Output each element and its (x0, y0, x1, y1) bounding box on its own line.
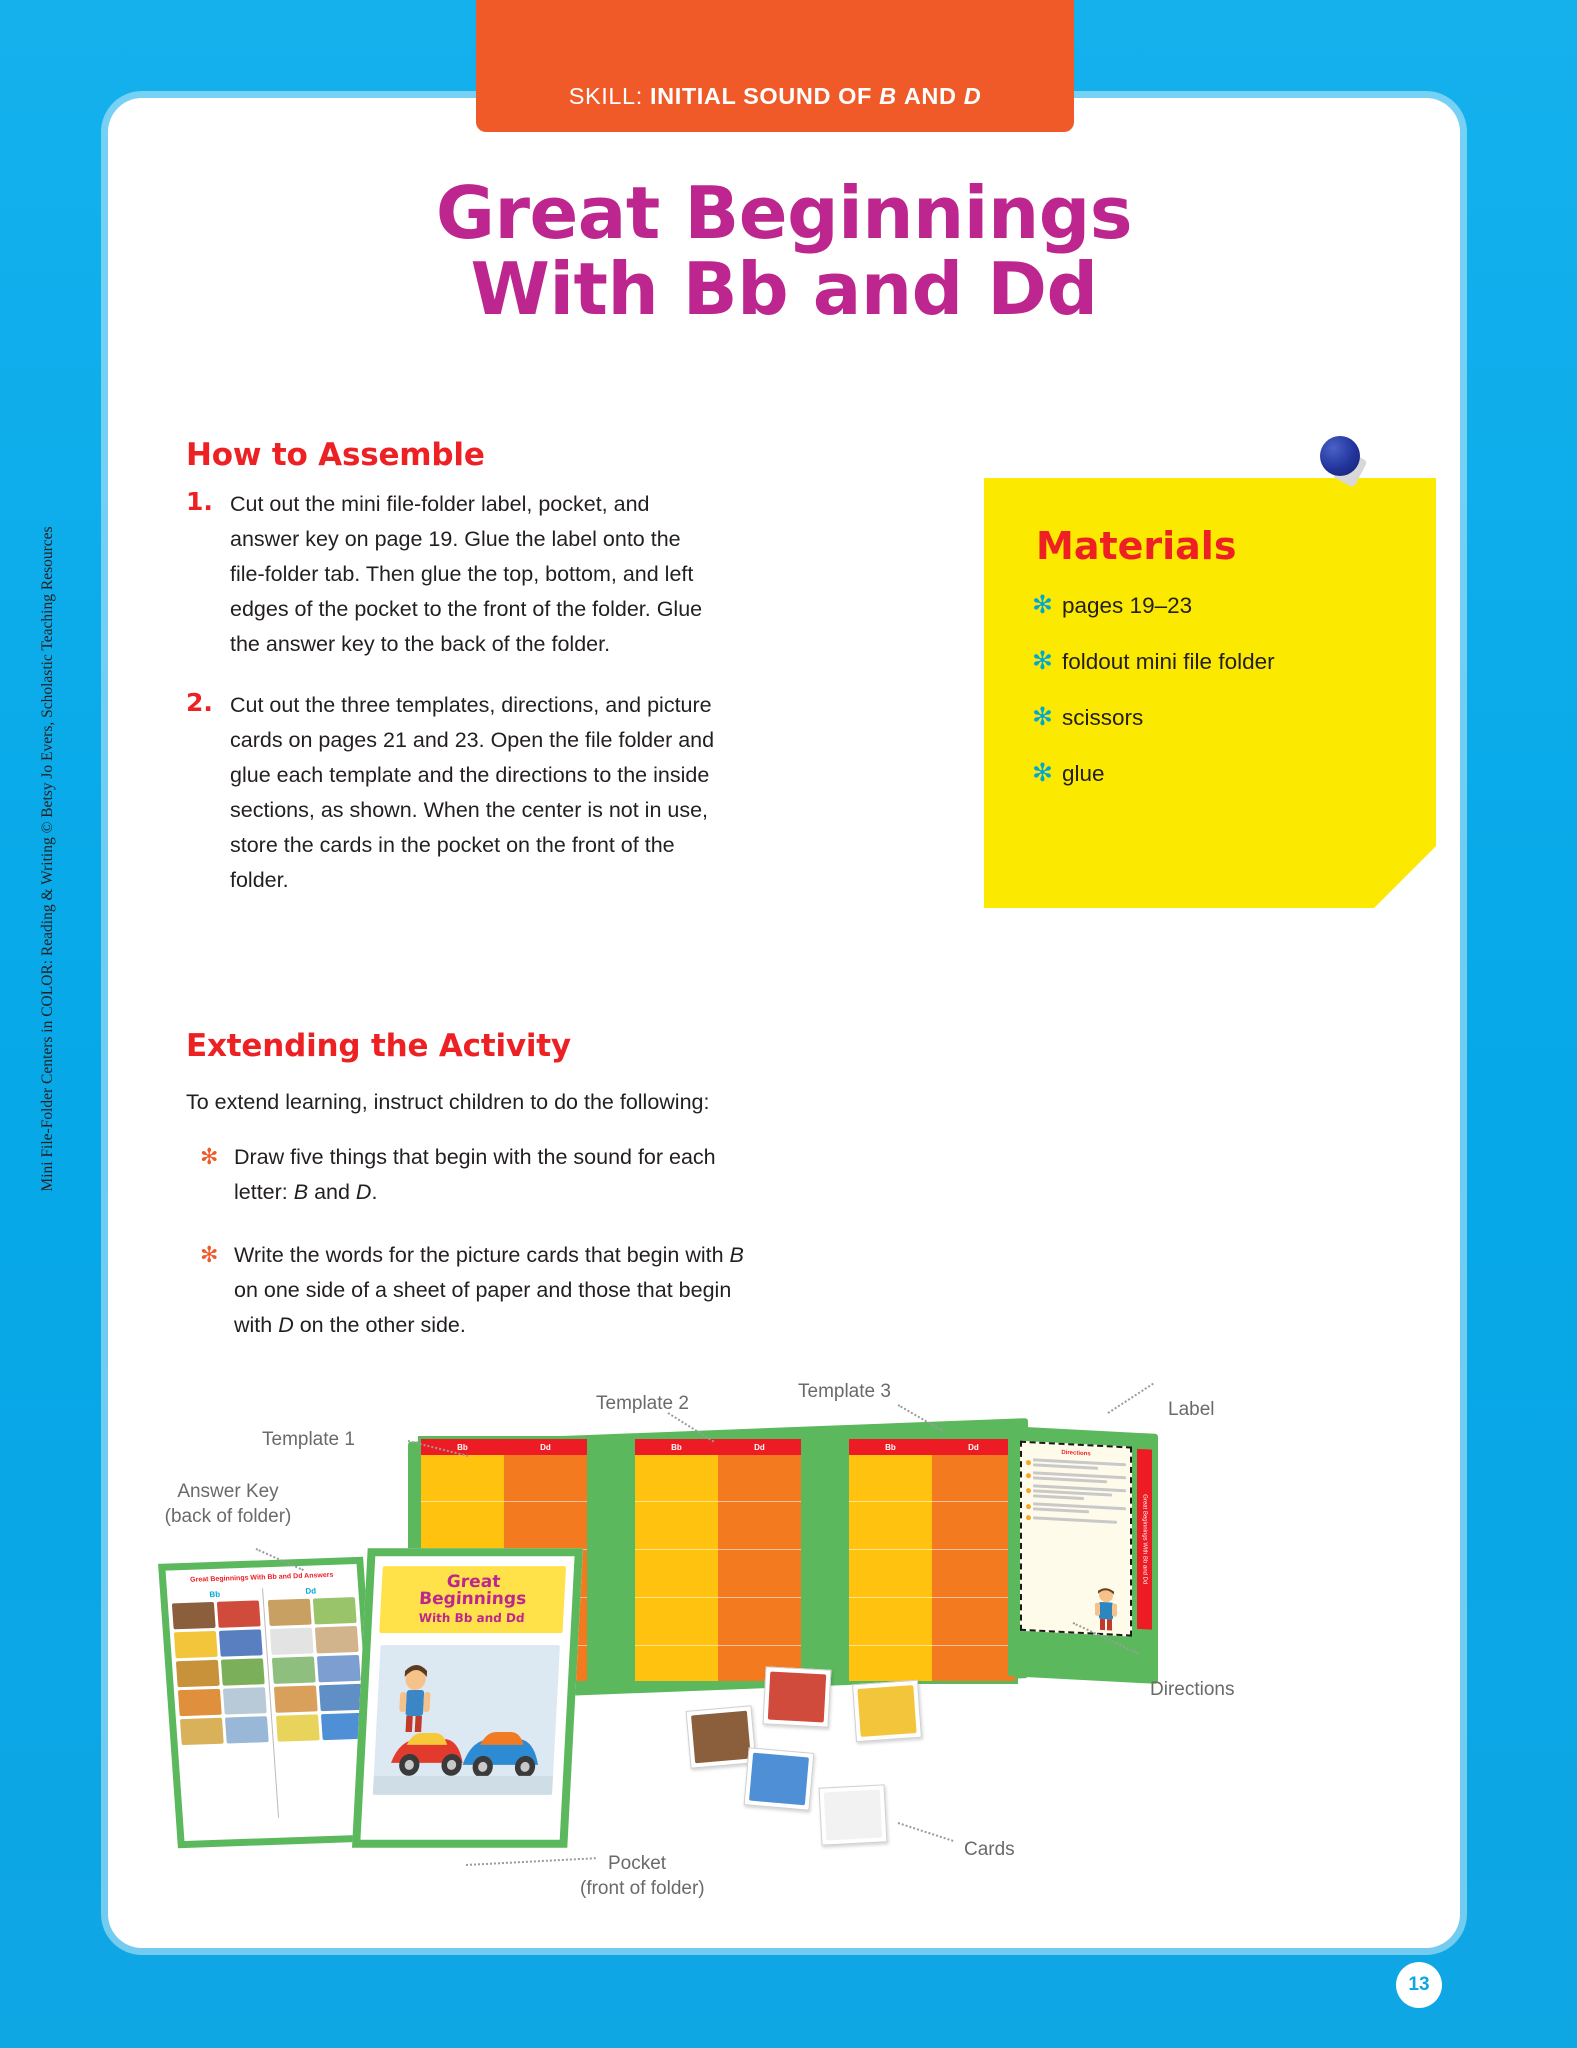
template-grid-line (635, 1645, 801, 1646)
picture-card-bear (686, 1705, 757, 1769)
materials-list-item (1032, 705, 1412, 731)
step-number: 1. (186, 487, 213, 516)
template-3 (846, 1436, 1018, 1684)
asterisk-icon: ✻ (1032, 759, 1053, 787)
picture-dinosaur (313, 1597, 357, 1624)
template-grid-line (635, 1549, 801, 1550)
picture-bug (221, 1659, 265, 1686)
extending-item-post: . (371, 1180, 378, 1205)
template-grid-line (849, 1501, 1015, 1502)
materials-item-label: scissors (1062, 705, 1144, 730)
materials-item-label: foldout mini file folder (1062, 649, 1275, 674)
step-text: Cut out the mini file-folder label, pocket, and answer key on page 19. Glue the label onto the file-folder tab. Then glue the top, bottom, and left edges of the pocket to the front of the folder. Glue the answer key to the back of the folder. (230, 492, 703, 657)
template-column-yellow (849, 1455, 932, 1681)
picture-bear (172, 1602, 216, 1629)
answer-key-picture-grid (264, 1597, 369, 1742)
materials-list-item (1032, 761, 1412, 787)
extending-item-pre: Draw five things that begin with the sound for each letter: (234, 1145, 716, 1205)
template-header-b: Bb (671, 1442, 682, 1452)
front-folder-artwork (373, 1645, 560, 1795)
answer-key-picture-grid (168, 1601, 273, 1746)
picture-deer (315, 1626, 359, 1653)
template-header-b: Bb (885, 1442, 896, 1452)
label-label: Label (1168, 1399, 1215, 1420)
label-pocket-line-1: Pocket (608, 1853, 667, 1874)
front-folder-label (379, 1566, 566, 1633)
step-text: Cut out the three templates, directions, and picture cards on pages 21 and 23. Open the file folder and glue each template and the directions to the inside sections, as shown. When the center is not in use, store the cards in the pocket on the front of the folder. (230, 693, 715, 893)
extending-activity-heading: Extending the Activity (186, 1028, 571, 1064)
label-pocket-line-2: (front of folder) (580, 1877, 705, 1899)
skill-conjunction: AND (903, 83, 957, 109)
directions-title: Directions (1061, 1449, 1091, 1458)
picture-card-image (857, 1685, 916, 1737)
template-header-d: Dd (540, 1442, 551, 1452)
picture-banana (174, 1631, 218, 1658)
answer-key-title: Great Beginnings With Bb and Dd Answers (189, 1571, 334, 1584)
race-cars-illustration-icon (373, 1645, 560, 1795)
template-column-orange (718, 1455, 801, 1681)
template-2 (632, 1436, 804, 1684)
picture-duckling (276, 1715, 320, 1742)
assemble-step (186, 487, 720, 662)
picture-card-image (749, 1753, 809, 1806)
asterisk-icon: ✻ (1032, 647, 1053, 675)
template-grid-line (421, 1501, 587, 1502)
front-folder-panel (352, 1548, 583, 1848)
folder-diagram (108, 1330, 1460, 1930)
step-bullet-icon (1026, 1460, 1031, 1465)
assemble-steps-list (186, 487, 720, 924)
skill-letter-d: D (963, 83, 982, 109)
directions-card (1020, 1441, 1132, 1637)
step-number: 2. (186, 688, 213, 718)
sticky-note-fold (1374, 846, 1436, 908)
picture-card-car (744, 1747, 815, 1811)
materials-list-item (1032, 593, 1412, 619)
asterisk-icon: ✻ (1032, 591, 1053, 619)
materials-note-body (984, 478, 1436, 908)
label-answer-key-line-1: Answer Key (177, 1481, 279, 1502)
label-cards: Cards (964, 1839, 1015, 1860)
asterisk-icon: ✻ (200, 1144, 219, 1169)
answer-key-column-b (167, 1589, 279, 1822)
materials-heading: Materials (1036, 524, 1237, 568)
template-header (849, 1439, 1015, 1455)
skill-banner-text (569, 83, 982, 110)
answer-key-panel (158, 1557, 383, 1848)
extending-item-em1: B (293, 1180, 309, 1205)
skill-label: SKILL: (568, 83, 643, 109)
extending-activity-intro: To extend learning, instruct children to do the following: (186, 1090, 710, 1114)
template-header-d: Dd (968, 1442, 979, 1452)
leader-line-pocket (466, 1857, 596, 1866)
template-columns (849, 1455, 1015, 1681)
picture-bread (176, 1660, 220, 1687)
label-template-2: Template 2 (596, 1393, 689, 1414)
template-grid-line (635, 1501, 801, 1502)
template-header (421, 1439, 587, 1455)
picture-boat (178, 1689, 222, 1716)
label-directions: Directions (1150, 1679, 1235, 1700)
answer-key-column-heading: Dd (305, 1586, 317, 1597)
template-column-orange (932, 1455, 1015, 1681)
boy-illustration-icon (1086, 1585, 1126, 1632)
label-pocket (580, 1852, 705, 1901)
template-grid-line (635, 1597, 801, 1598)
template-header-d: Dd (754, 1442, 765, 1452)
picture-card-image (691, 1711, 751, 1764)
extending-item-text (234, 1238, 760, 1343)
picture-bat (223, 1688, 267, 1715)
leader-line-label (1107, 1383, 1153, 1414)
picture-dice (270, 1628, 314, 1655)
answer-key-columns (167, 1585, 374, 1821)
asterisk-icon: ✻ (200, 1242, 219, 1268)
skill-banner (476, 0, 1074, 132)
step-bullet-icon (1026, 1473, 1031, 1478)
page-title (108, 171, 1460, 332)
materials-list-item (1032, 649, 1412, 675)
picture-dog (268, 1599, 312, 1626)
side-credit-text: Mini File-Folder Centers in COLOR: Reading & Writing © Betsy Jo Evers, Scholastic Teaching Resources (39, 526, 56, 1192)
pushpin-icon (1320, 436, 1360, 476)
materials-item-label: glue (1062, 761, 1105, 786)
label-answer-key (158, 1480, 298, 1529)
picture-door (317, 1655, 361, 1682)
extending-item-mid: on one side of a sheet of paper and those that begin with (234, 1278, 732, 1338)
page-number-badge: 13 (1396, 1962, 1442, 2008)
picture-donut (274, 1686, 318, 1713)
picture-bell (225, 1717, 269, 1744)
leader-line-cards (898, 1822, 954, 1842)
picture-card-bike (763, 1666, 832, 1727)
template-header-b: Bb (457, 1442, 468, 1452)
answer-key-column-heading: Bb (209, 1590, 221, 1600)
extending-item-post: on the other side. (293, 1313, 466, 1338)
label-template-1: Template 1 (262, 1429, 355, 1450)
materials-item-label: pages 19–23 (1062, 593, 1193, 618)
how-to-assemble-heading: How to Assemble (186, 437, 485, 473)
assemble-step (186, 688, 720, 898)
materials-list (1032, 593, 1412, 817)
front-folder-title-2: Beginnings (418, 1589, 527, 1610)
template-grid-line (849, 1597, 1015, 1598)
page-title-line-1: Great Beginnings (435, 171, 1133, 255)
extending-item-text (234, 1140, 760, 1210)
template-column-yellow (635, 1455, 718, 1681)
step-bullet-icon (1026, 1488, 1031, 1493)
picture-card-dice (819, 1784, 888, 1845)
skill-letter-b: B (879, 83, 897, 109)
extending-list-item (200, 1238, 760, 1343)
template-columns (635, 1455, 801, 1681)
picture-card-banana (852, 1680, 922, 1742)
asterisk-icon: ✻ (1032, 703, 1053, 731)
picture-card-image (824, 1790, 882, 1841)
template-grid-line (849, 1645, 1015, 1646)
extending-item-pre: Write the words for the picture cards that begin with (234, 1243, 730, 1268)
template-header (635, 1439, 801, 1455)
picture-ball (219, 1630, 263, 1657)
picture-card-image (768, 1672, 826, 1723)
extending-list-item (200, 1140, 760, 1210)
materials-note (984, 478, 1444, 918)
extending-item-em2: D (278, 1313, 294, 1338)
extending-item-em2: D (355, 1180, 372, 1205)
label-answer-key-line-2: (back of folder) (164, 1505, 292, 1527)
picture-desk (319, 1684, 363, 1711)
front-folder-title-3: With Bb and Dd (418, 1611, 525, 1626)
directions-panel (1008, 1426, 1158, 1684)
step-bullet-icon (1026, 1504, 1031, 1509)
picture-duck (272, 1657, 316, 1684)
step-bullet-icon (1026, 1515, 1031, 1520)
folder-label-strip: Great Beginnings With Bb and Dd (1137, 1449, 1152, 1630)
picture-bone (180, 1718, 224, 1745)
label-template-3: Template 3 (798, 1381, 891, 1402)
picture-bike (217, 1601, 261, 1628)
template-grid-line (849, 1549, 1015, 1550)
extending-item-em1: B (729, 1243, 744, 1268)
skill-value: INITIAL SOUND OF (650, 83, 872, 109)
page-title-line-2: With Bb and Dd (470, 247, 1098, 332)
extending-item-mid: and (308, 1180, 356, 1205)
front-folder-title-1: Great (446, 1572, 501, 1593)
